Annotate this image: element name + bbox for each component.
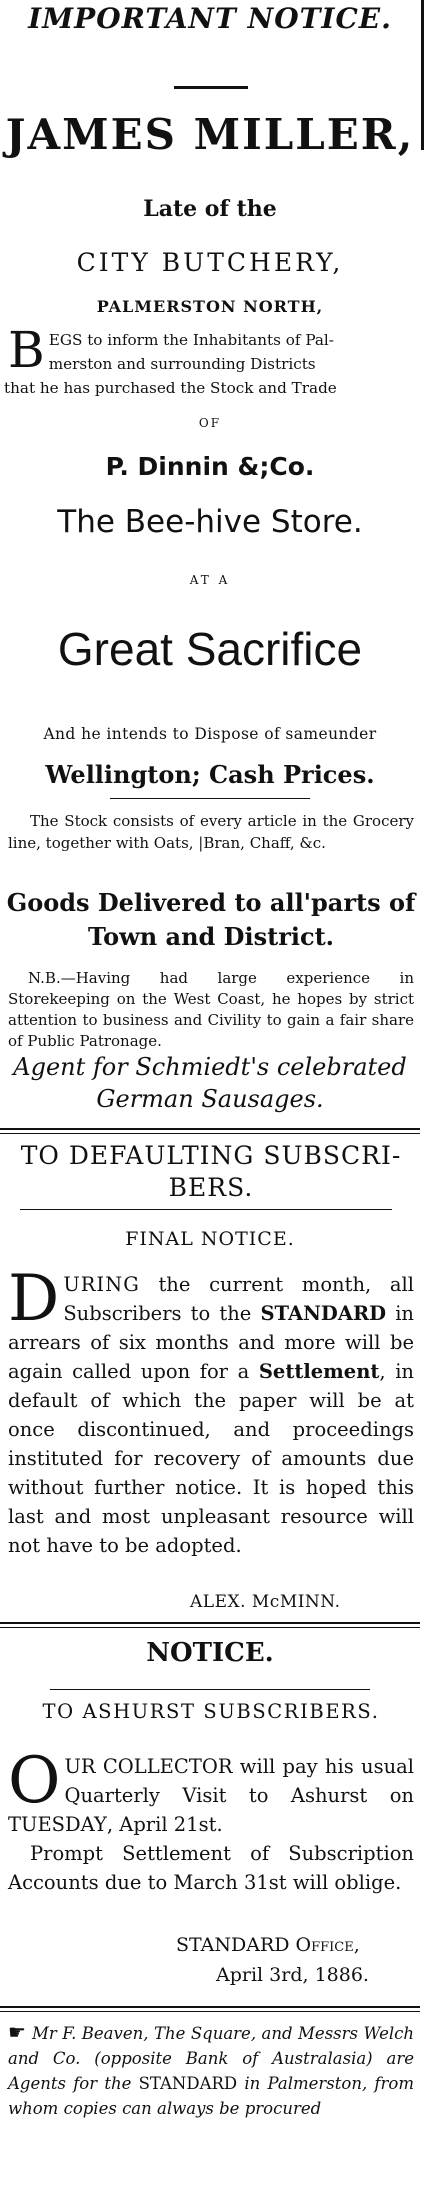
advertiser-name: JAMES MILLER,: [5, 110, 415, 159]
section-rule: [0, 1128, 420, 1130]
seller-name: P. Dinnin &;Co.: [105, 452, 315, 481]
paragraph-text: will pay his usual Quarterly Visit to Ashurst on: [64, 1755, 414, 1807]
announcement-line: that he has purchased the Stock and Trade: [4, 379, 337, 397]
goods-delivered: Goods Delivered to all'parts of Town and District.: [6, 888, 416, 951]
at-a-label: AT A: [189, 573, 231, 587]
town-line: PALMERSTON NORTH,: [96, 297, 324, 316]
final-notice: FINAL NOTICE.: [125, 1228, 295, 1250]
section-rule: [0, 1627, 420, 1628]
paragraph-text: the current month, all Subscribers to the: [63, 1273, 414, 1325]
divider: [50, 1689, 370, 1690]
divider: [174, 86, 248, 89]
late-of-line: Late of the: [143, 196, 277, 222]
section-rule: [0, 2011, 420, 2012]
paragraph-text: , April 21st.: [106, 1813, 223, 1836]
section-rule: [0, 2006, 420, 2008]
signature: ALEX. McMINN.: [190, 1592, 341, 1612]
intends-line: And he intends to Dispose of sameunder: [43, 725, 377, 743]
paper-name: STANDARD: [260, 1302, 387, 1325]
important-notice-heading: IMPORTANT NOTICE.: [28, 2, 392, 35]
paragraph-text: in arrears of six months and more will be again called upon for a: [8, 1302, 414, 1383]
date-line: April 3rd, 1886.: [216, 1964, 369, 1986]
column-rule: [421, 0, 424, 150]
lead-word: UR COLLECTOR: [64, 1755, 233, 1778]
prompt-paragraph: Prompt Settlement of Subscription Accounts due to March 31st will oblige.: [8, 1842, 414, 1894]
defaulting-paragraph: [8, 1262, 414, 1560]
section-rule: [0, 1622, 420, 1624]
settlement-word: Settlement: [258, 1360, 380, 1383]
nb-paragraph: N.B.—Having had large experience in Storekeeping on the West Coast, he hopes by strict attention to business and Civility to gain a fair share of Public Patronage.: [8, 969, 414, 1050]
pointing-hand-icon: ☛: [8, 2020, 26, 2044]
paper-name: STANDARD: [138, 2074, 238, 2093]
agents-paragraph: [8, 2020, 414, 2121]
prices-line: Wellington; Cash Prices.: [45, 760, 375, 789]
announcement-line: EGS to inform the Inhabitants of Pal-: [48, 331, 334, 349]
divider: [20, 1209, 392, 1210]
office-name: STANDARD Office,: [176, 1934, 360, 1956]
announcement-line: merston and surrounding Districts: [48, 355, 316, 373]
defaulting-title: TO DEFAULTING SUBSCRI-BERS.: [20, 1141, 402, 1202]
paragraph-text: in Palmerston, from whom copies can always be procured: [8, 2074, 415, 2118]
store-name: The Bee-hive Store.: [57, 504, 363, 540]
paragraph-text: Mr F. Beaven, The Square, and Messrs Welch and Co. (opposite Bank of Australasia) are Agents for the: [8, 2024, 414, 2093]
agent-line: Agent for Schmiedt's celebrated German Sausages.: [13, 1053, 407, 1113]
lead-word: URING: [63, 1273, 140, 1296]
drop-cap: D: [8, 1262, 60, 1336]
notice-title: NOTICE.: [146, 1638, 274, 1668]
drop-cap: B: [8, 321, 45, 379]
announcement-paragraph: [4, 321, 414, 400]
stock-paragraph: The Stock consists of every article in the Grocery line, together with Oats, |Bran, Chaff, &c.: [8, 812, 414, 852]
drop-cap: O: [8, 1744, 61, 1818]
day-name: TUESDAY: [8, 1813, 107, 1836]
ashurst-subtitle: TO ASHURST SUBSCRIBERS.: [42, 1700, 380, 1723]
office-line: [176, 1934, 416, 1956]
of-label: OF: [198, 416, 222, 430]
ashurst-paragraph: [8, 1744, 414, 1839]
paragraph-text: , in default of which the paper will be at once discontinued, and proceedings instituted for recovery of amounts due without further notice. It is hoped this last and most unpleasant resource will not have to be adopted.: [8, 1360, 414, 1557]
sacrifice-headline: Great Sacrifice: [57, 623, 363, 675]
divider: [110, 798, 310, 799]
section-rule: [0, 1133, 420, 1134]
former-business: CITY BUTCHERY,: [76, 248, 344, 277]
